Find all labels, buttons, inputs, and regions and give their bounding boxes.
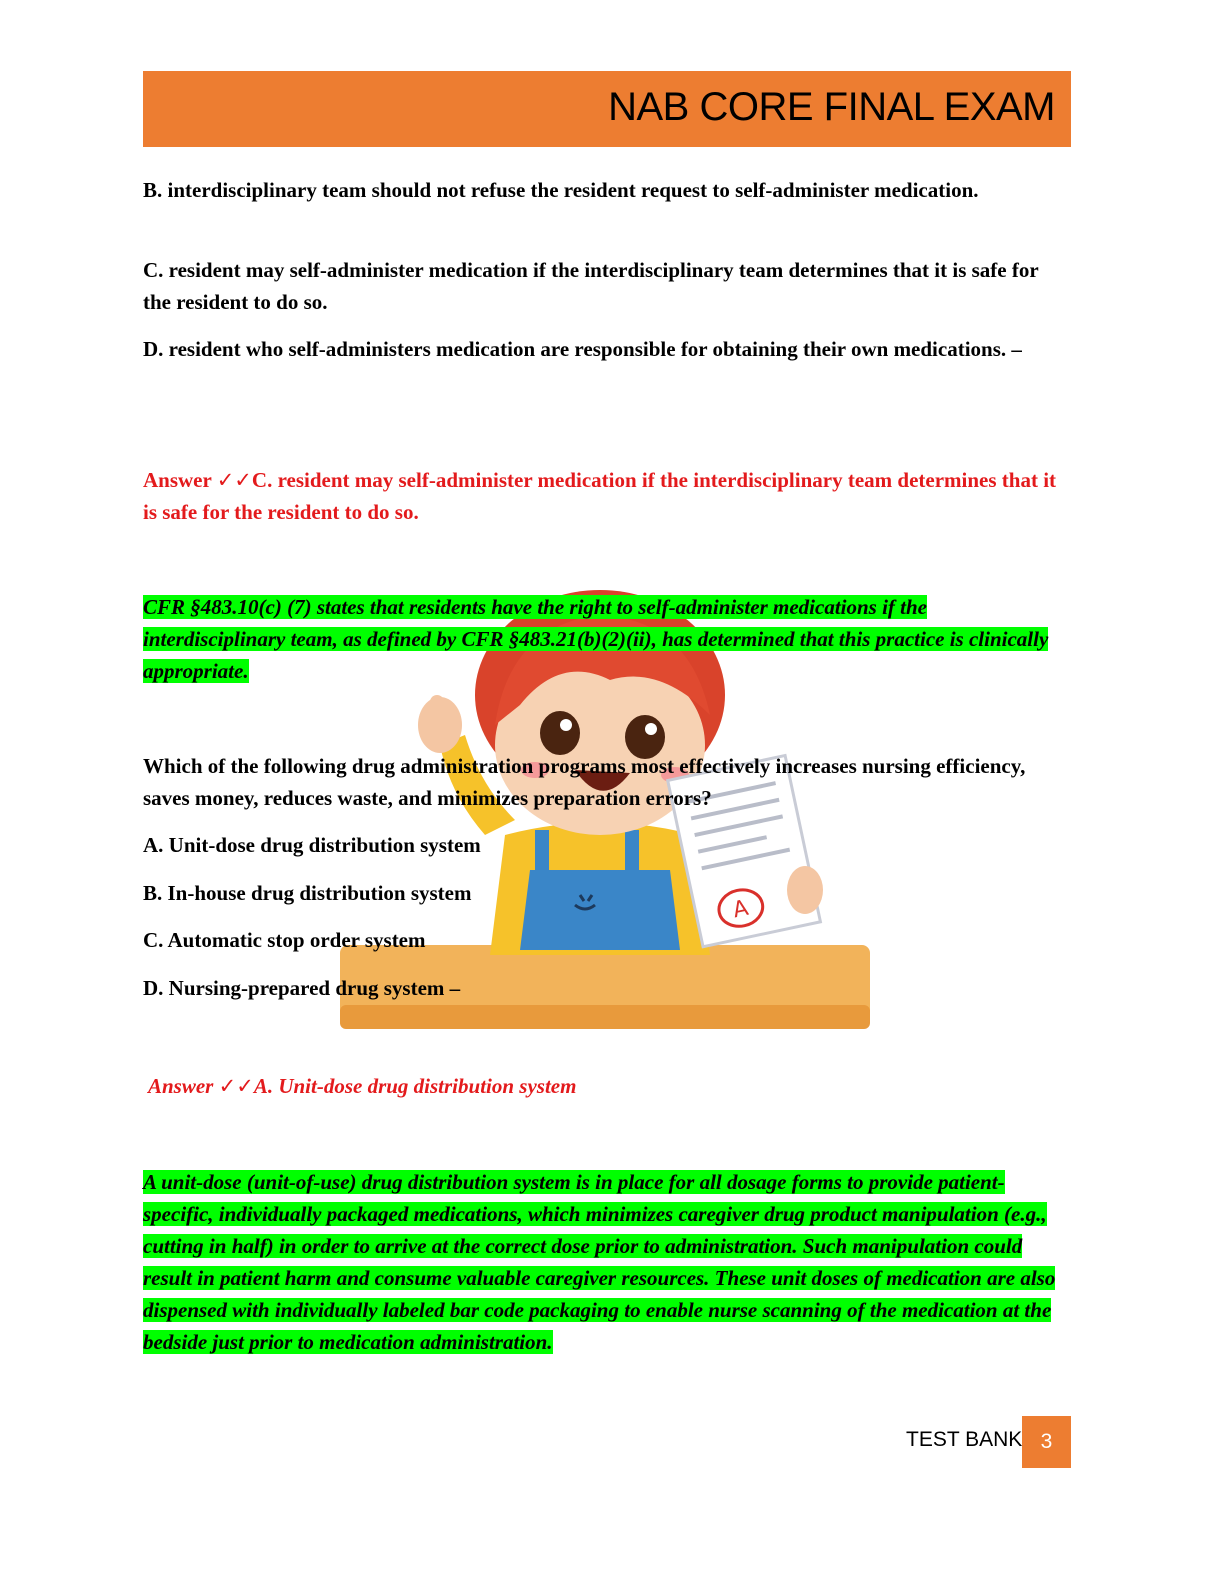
- q2-rationale: [143, 1166, 1063, 1358]
- desk-edge: [340, 1005, 870, 1029]
- q1-rationale: [143, 591, 1063, 687]
- page-title: NAB CORE FINAL EXAM: [608, 85, 1055, 129]
- answer-text: C. resident may self-administer medication if the interdisciplinary team determines that it is safe for the resident to do so.: [143, 468, 1057, 524]
- q1-option-b: B. interdisciplinary team should not refuse the resident request to self-administer medication.: [143, 178, 979, 202]
- checkmark-icon: ✓✓: [218, 1074, 254, 1098]
- answer-label: Answer: [143, 468, 217, 492]
- rationale-text: A unit-dose (unit-of-use) drug distribution system is in place for all dosage forms to provide patient-specific, individually packaged medications, which minimizes caregiver drug product manipulation (e.g., cutting in half) in order to arrive at the correct dose prior to administration. Such manipulation could result in patient harm and consume valuable caregiver resources. These unit doses of medication are also dispensed with individually labeled bar code packaging to enable nurse scanning of the medication at the bedside just prior to medication administration.: [143, 1170, 1056, 1354]
- q2-option-c: C. Automatic stop order system: [143, 928, 426, 952]
- answer-label: Answer: [148, 1074, 219, 1098]
- q1-answer: [143, 464, 1063, 528]
- checkmark-icon: ✓✓: [216, 468, 252, 492]
- q1-option-c: C. resident may self-administer medication if the interdisciplinary team determines that it is safe for the resident to do so.: [143, 258, 1039, 314]
- q2-option-b: B. In-house drug distribution system: [143, 881, 472, 905]
- answer-text: A. Unit-dose drug distribution system: [253, 1074, 577, 1098]
- thumb: [430, 695, 444, 725]
- q2-stem: Which of the following drug administration programs most effectively increases nursing efficiency, saves money, reduces waste, and minimizes preparation errors?: [143, 754, 1026, 810]
- eye-left: [540, 711, 580, 755]
- q1-option-d: D. resident who self-administers medication are responsible for obtaining their own medications. –: [143, 337, 1022, 361]
- rationale-text: CFR §483.10(c) (7) states that residents have the right to self-administer medications if the interdisciplinary team, as defined by CFR §483.21(b)(2)(ii), has determined that this practice is clinically appropriate.: [143, 595, 1049, 683]
- header-bar: [143, 71, 1071, 147]
- footer-label: TEST BANK: [906, 1428, 1023, 1451]
- paper-grade: A: [730, 895, 751, 924]
- q2-answer: [148, 1070, 1068, 1102]
- page-number: 3: [1022, 1416, 1071, 1468]
- q2-option-a: A. Unit-dose drug distribution system: [143, 833, 481, 857]
- q2-option-d: D. Nursing-prepared drug system –: [143, 976, 461, 1000]
